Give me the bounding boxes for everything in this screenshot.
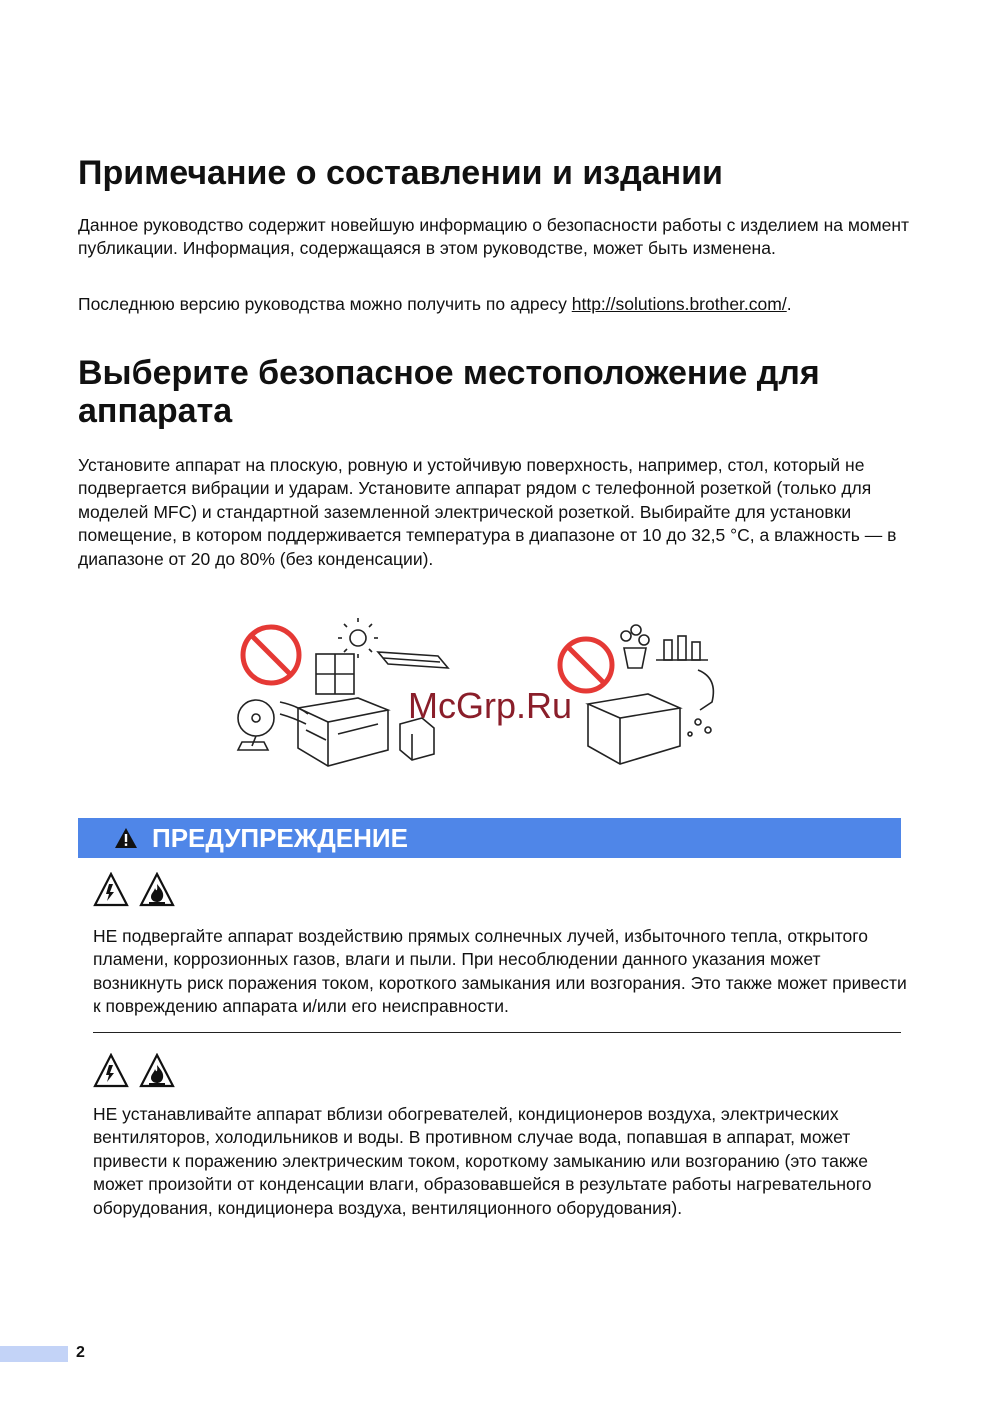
safe-location-title-line2: аппарата [78,392,233,430]
fire-warning-icon [139,872,175,908]
printer-icon [588,694,680,764]
prohibited-icon [243,627,299,683]
page-number: 2 [76,1344,85,1361]
latest-version-prefix: Последнюю версию руководства можно получить по адресу [78,294,572,314]
watermark: McGrp.Ru [408,685,573,726]
warning-triangle-icon [114,827,138,849]
latest-version-suffix: . [786,294,792,314]
warning-text-1: НЕ подвергайте аппарат воздействию прямых солнечных лучей, избыточного тепла, открытого пламени, коррозионных газов, влаги и пыли. При несоблюдении данного указания может возникнуть риск поражения током, короткого замыкания или возгорания. Это также может привести к повреждению аппарата и/или его неисправности. [93,926,907,1017]
warning-bar [78,818,901,858]
safe-location-title-line1: Выберите безопасное местоположение для [78,354,820,392]
section-title-safe-location [78,354,820,430]
warning-title: ПРЕДУПРЕЖДЕНИЕ [152,823,408,853]
electric-shock-warning-icon [93,1053,129,1089]
water-splash-icon [688,670,713,736]
flowers-icon [621,625,649,668]
printer-icon [298,698,388,766]
warning-icons-2 [93,1053,183,1089]
page-number-bar [0,1346,68,1362]
warning-icons-1 [93,872,183,908]
publication-notice-text: Данное руководство содержит новейшую информацию о безопасности работы с изделием на момент публикации. Информация, содержащаяся в этом руководстве, может быть изменена. [78,215,910,259]
warning-divider [93,1032,901,1033]
air-conditioner-icon [378,652,448,668]
latest-version-text [78,293,918,316]
prohibited-icon [560,639,612,691]
fire-warning-icon [139,1053,175,1089]
solutions-link[interactable]: http://solutions.brother.com/ [571,294,787,314]
section-title-publication-notice: Примечание о составлении и издании [78,154,723,192]
sun-icon [338,618,378,658]
window-icon [316,654,354,694]
warning-text-2: НЕ устанавливайте аппарат вблизи обогревателей, кондиционеров воздуха, электрических вентиляторов, холодильников и воды. В противном случае вода, попавшая в аппарат, может привести к поражению электрическим током, короткому замыканию или возгоранию (это также может произойти от конденсации влаги, образовавшейся в результате работы нагревательного оборудования, кондиционера воздуха, вентиляционного оборудования). [93,1104,872,1218]
safe-location-text: Установите аппарат на плоскую, ровную и устойчивую поверхность, например, стол, который не подвергается вибрации и ударам. Установите аппарат рядом с телефонной розеткой (только для моделей MFC) и стандартной заземленной электрической розеткой. Выбирайте для установки помещение, в котором поддерживается температура в диапазоне от 10 до 32,5 °C, а влажность — в диапазоне от 20 до 80% (без конденсации). [78,455,897,569]
electric-shock-warning-icon [93,872,129,908]
bottles-icon [656,636,708,660]
